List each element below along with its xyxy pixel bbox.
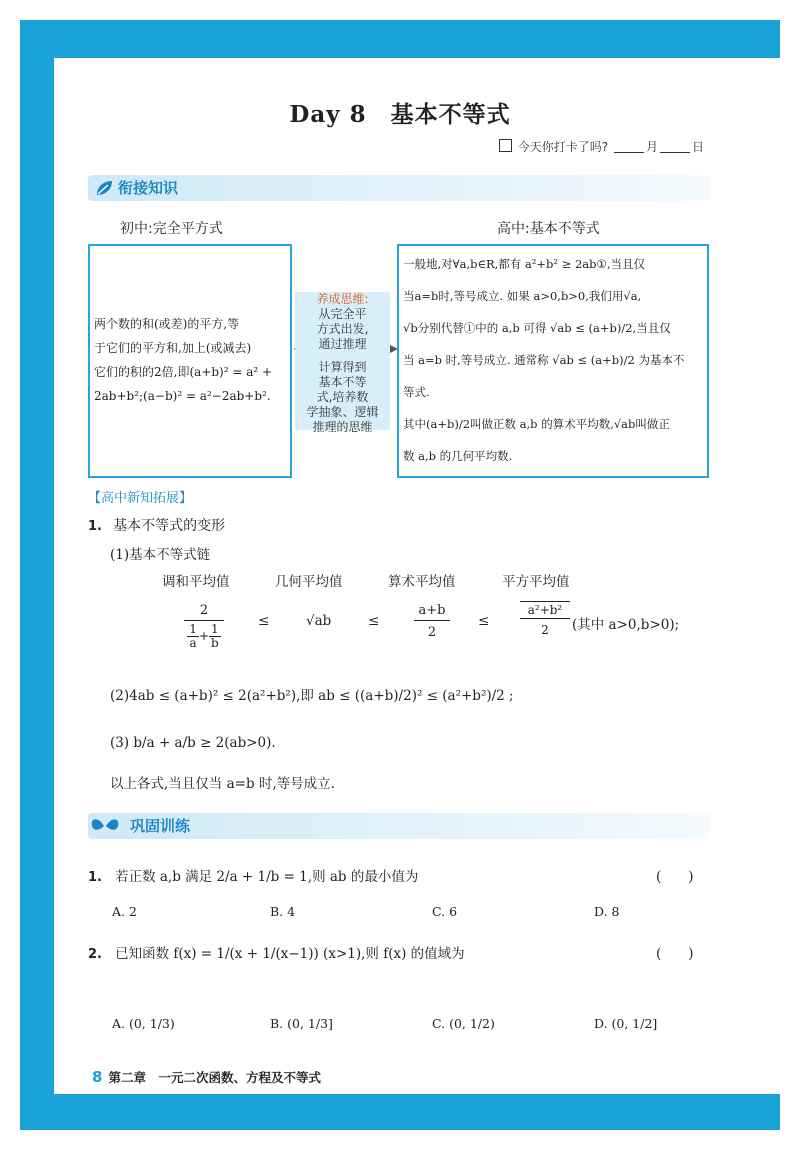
page-footer xyxy=(92,1068,321,1086)
section-title-connect: 衔接知识 xyxy=(118,179,179,197)
sub-item-3: (3) b/a + a/b ≥ 2(ab>0). xyxy=(110,735,276,751)
option-b[interactable]: B. 4 xyxy=(270,904,296,919)
mean-label: 平方平均值 xyxy=(502,574,570,590)
senior-line: 数 a,b 的几何平均数. xyxy=(403,449,513,463)
thinking-line: 式,培养数 xyxy=(316,390,369,404)
equality-note: 以上各式,当且仅当 a=b 时,等号成立. xyxy=(110,776,335,792)
junior-box xyxy=(88,244,292,478)
section-bar-practice xyxy=(88,813,710,839)
month-label: 月 xyxy=(645,140,658,154)
checkin-line xyxy=(499,138,704,155)
junior-line: 它们的积的2倍,即(a+b)² = a² + xyxy=(94,365,273,379)
junior-line: 2ab+b²;(a−b)² = a²−2ab+b². xyxy=(94,389,271,403)
chapter-title: 第二章 一元二次函数、方程及不等式 xyxy=(108,1070,321,1085)
senior-line: √b分别代替①中的 a,b 可得 √ab ≤ (a+b)/2,当且仅 xyxy=(403,321,671,335)
thinking-line: 通过推理 xyxy=(318,337,367,351)
senior-line: 其中(a+b)/2叫做正数 a,b 的算术平均数,√ab叫做正 xyxy=(403,417,670,431)
harmonic-denominator: $\frac{1}{a}$ + $\frac{1}{b}$ xyxy=(189,622,219,650)
harmonic-mean xyxy=(184,603,224,650)
answer-paren[interactable]: ( ) xyxy=(656,869,694,885)
senior-line: 等式. xyxy=(403,385,430,399)
option-a[interactable]: A. 2 xyxy=(112,904,137,919)
month-blank xyxy=(614,141,644,153)
geometric-mean: √ab xyxy=(306,613,332,629)
quadratic-mean: a²+b² 2 xyxy=(520,601,570,637)
option-c[interactable]: C. (0, 1/2) xyxy=(432,1016,495,1031)
le-sign: ≤ xyxy=(478,613,490,629)
senior-line: 当a=b时,等号成立. 如果 a>0,b>0,我们用√a, xyxy=(403,289,642,303)
sub-item-1: (1)基本不等式链 xyxy=(110,547,211,563)
thinking-title: 养成思维: xyxy=(316,292,369,306)
page-frame-bottom xyxy=(20,1094,780,1130)
page-frame-left xyxy=(20,20,54,1110)
question-number: 2. xyxy=(88,947,102,962)
junior-line: 于它们的平方和,加上(或减去) xyxy=(94,341,252,355)
sub-item-2: (2)4ab ≤ (a+b)² ≤ 2(a²+b²),即 ab ≤ ((a+b)/2)² ≤ (a²+b²)/2 ; xyxy=(110,688,514,704)
chain-condition: (其中 a>0,b>0); xyxy=(572,617,680,633)
section-title-practice: 巩固训练 xyxy=(130,817,191,835)
thinking-box xyxy=(295,292,390,434)
junior-line: 两个数的和(或差)的平方,等 xyxy=(94,317,240,331)
day-label: 日 xyxy=(691,140,704,154)
option-b[interactable]: B. (0, 1/3] xyxy=(270,1016,333,1031)
mean-label: 算术平均值 xyxy=(388,574,456,590)
answer-paren[interactable]: ( ) xyxy=(656,946,694,962)
le-sign: ≤ xyxy=(258,613,270,629)
option-a[interactable]: A. (0, 1/3) xyxy=(112,1016,175,1031)
mean-label: 调和平均值 xyxy=(162,574,230,590)
question-1 xyxy=(88,865,418,885)
mean-label: 几何平均值 xyxy=(275,574,343,590)
page-frame-top xyxy=(20,20,780,58)
thinking-line: 基本不等 xyxy=(318,375,367,389)
thinking-line: 从完全平 xyxy=(318,307,367,321)
page-number: 8 xyxy=(92,1068,103,1086)
thinking-line: 计算得到 xyxy=(318,360,367,374)
senior-heading: 高中:基本不等式 xyxy=(497,221,600,237)
question-number: 1. xyxy=(88,870,102,885)
question-2 xyxy=(88,942,465,962)
checkbox-icon[interactable] xyxy=(499,139,512,152)
option-d[interactable]: D. (0, 1/2] xyxy=(594,1016,658,1031)
thinking-line: 学抽象、逻辑 xyxy=(306,405,379,419)
option-d[interactable]: D. 8 xyxy=(594,904,620,919)
page-title: Day 8 基本不等式 xyxy=(289,101,511,128)
section-bar-connect xyxy=(88,175,710,201)
item-title: 基本不等式的变形 xyxy=(113,518,226,534)
thinking-line: 推理的思维 xyxy=(312,420,373,434)
item-number: 1. xyxy=(88,519,102,534)
le-sign: ≤ xyxy=(368,613,380,629)
extension-tag: 【高中新知拓展】 xyxy=(88,491,193,506)
extension-item1 xyxy=(88,515,225,535)
checkin-text: 今天你打卡了吗? xyxy=(517,140,609,154)
leaf-icon xyxy=(94,179,114,197)
senior-box xyxy=(397,244,709,478)
senior-line: 当 a=b 时,等号成立. 通常称 √ab ≤ (a+b)/2 为基本不 xyxy=(403,353,685,367)
butterfly-icon xyxy=(90,816,120,836)
question-text: 已知函数 f(x) = 1/(x + 1/(x−1)) (x>1),则 f(x) 的值域为 xyxy=(115,946,465,962)
question-text: 若正数 a,b 满足 2/a + 1/b = 1,则 ab 的最小值为 xyxy=(115,869,419,885)
thinking-line: 方式出发, xyxy=(316,322,369,336)
arithmetic-mean: a+b 2 xyxy=(414,603,450,640)
harmonic-numerator: 2 xyxy=(184,603,224,621)
option-c[interactable]: C. 6 xyxy=(432,904,458,919)
junior-heading: 初中:完全平方式 xyxy=(120,221,223,237)
day-blank xyxy=(660,141,690,153)
senior-line: 一般地,对∀a,b∈R,都有 a²+b² ≥ 2ab①,当且仅 xyxy=(403,257,645,271)
